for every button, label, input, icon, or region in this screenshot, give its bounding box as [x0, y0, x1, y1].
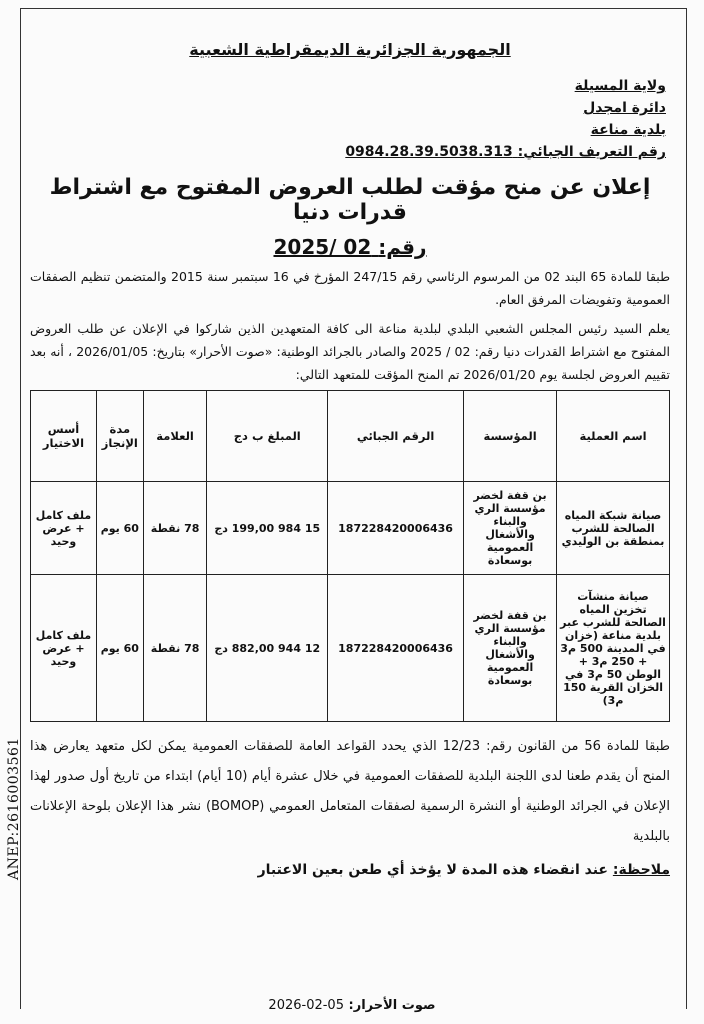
duration-cell: 60 يوم: [96, 575, 143, 722]
amount-cell: 15 984 199,00 دج: [207, 482, 328, 575]
col-operation: اسم العملية: [557, 391, 670, 482]
table-row: [31, 482, 670, 575]
tax-id-label: رقم التعريف الجبائي:: [517, 144, 666, 160]
note-label: ملاحظة:: [612, 862, 670, 878]
operation-cell: صيانة منشآت تخزين المياه الصالحة للشرب عبر بلدية مناعة (خزان في المدينة 500 م3 + 250 م3 + الوطن 50 م3 في الخزان القرية 150 م3): [557, 575, 670, 722]
newspaper-name: صوت الأحرار:: [348, 998, 436, 1013]
administration-block: [30, 75, 670, 163]
basis-cell: ملف كامل + عرض وحيد: [31, 575, 97, 722]
number-value: 2025/ 02: [273, 235, 372, 259]
appeal-paragraph: طبقا للمادة 56 من القانون رقم: 12/23 الذي يحدد القواعد العامة للصفقات العمومية يمكن لكل متعهد يعارض هذا المنح أن يقدم طعنا لدى اللجنة البلدية للصفقات العمومية في خلال عشرة أيام (10 أيام) ابتداء من تاريخ أول صدور لهذا الإعلان في الجرائد الوطنية أو النشرة الرسمية لصفقات المتعامل العمومي (BOMOP) نشر هذا الإعلان بلوحة الإعلانات بالبلدية: [30, 739, 671, 844]
tax-id-line: [30, 141, 666, 163]
col-score: العلامة: [143, 391, 207, 482]
number-label: رقم:: [378, 235, 427, 259]
municipality: بلدية مناعة: [590, 122, 666, 138]
col-basis: أسس الاختيار: [31, 391, 97, 482]
publication-date: 2026-02-05: [268, 998, 344, 1013]
province: ولاية المسيلة: [574, 78, 666, 94]
table-row: [31, 575, 670, 722]
note-text: عند انقضاء هذه المدة لا يؤخذ أي طعن بعين الاعتبار: [257, 862, 608, 878]
note: [30, 862, 670, 878]
announcement-number: [30, 235, 670, 259]
operation-cell: صيانة شبكة المياه الصالحة للشرب بمنطقة بن الوليدي: [557, 482, 670, 575]
notice-paragraph: يعلم السيد رئيس المجلس الشعبي البلدي لبلدية مناعة الى كافة المتعهدين الذين شاركوا في الإعلان عن طلب العروض المفتوح مع اشتراط القدرات دنيا رقم: 02 / 2025 والصادر بالجرائد الوطنية: «صوت الأحرار» بتاريخ: 2026/01/05 ، أنه بعد تقييم العروض لجلسة يوم 2026/01/20 تم المنح المؤقت للمتعهد التالي:: [30, 321, 671, 382]
basis-cell: ملف كامل + عرض وحيد: [31, 482, 97, 575]
footer: [0, 998, 704, 1013]
anep-reference: ANEP:2616003561: [6, 737, 22, 880]
announcement-title: إعلان عن منح مؤقت لطلب العروض المفتوح مع اشتراط قدرات دنيا: [49, 175, 651, 225]
tax-id-cell: 187228420006436: [328, 482, 464, 575]
col-amount: المبلغ ب دج: [207, 391, 328, 482]
award-table: [30, 390, 670, 722]
republic-heading: الجمهورية الجزائرية الديمقراطية الشعبية: [189, 40, 511, 59]
col-tax-id: الرقم الجبائي: [328, 391, 464, 482]
legal-basis-paragraph: طبقا للمادة 65 البند 02 من المرسوم الرئاسي رقم 247/15 المؤرخ في 16 سبتمبر سنة 2015 والمتضمن تنظيم الصفقات العمومية وتفويضات المرفق العام.: [30, 269, 671, 307]
tax-id-cell: 187228420006436: [328, 575, 464, 722]
announcement: [30, 40, 670, 878]
col-duration: مدة الإنجاز: [96, 391, 143, 482]
col-company: المؤسسة: [464, 391, 557, 482]
score-cell: 78 نقطة: [143, 482, 207, 575]
district: دائرة امجدل: [583, 100, 666, 116]
company-cell: بن قفة لخضر مؤسسة الري والبناء والأشغال العمومية بوسعادة: [464, 482, 557, 575]
score-cell: 78 نقطة: [143, 575, 207, 722]
duration-cell: 60 يوم: [96, 482, 143, 575]
company-cell: بن قفة لخضر مؤسسة الري والبناء والأشغال العمومية بوسعادة: [464, 575, 557, 722]
amount-cell: 12 944 882,00 دج: [207, 575, 328, 722]
tax-id-value: 0984.28.39.5038.313: [345, 144, 513, 160]
table-header-row: [31, 391, 670, 482]
